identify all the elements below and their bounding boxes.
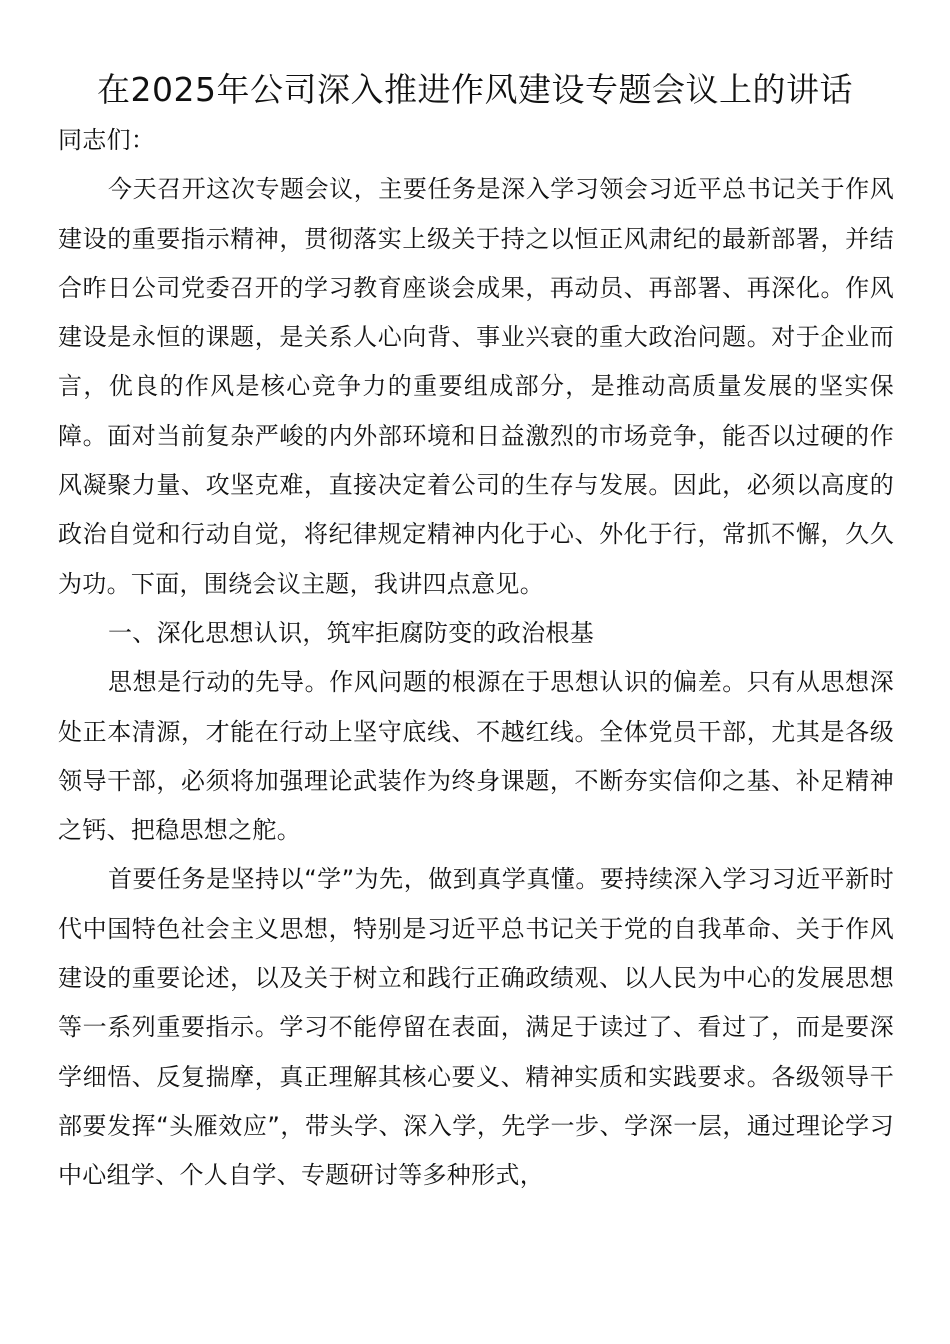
paragraph-intro: 今天召开这次专题会议，主要任务是深入学习领会习近平总书记关于作风建设的重要指示精神，贯彻落实上级关于持之以恒正风肃纪的最新部署，并结合昨日公司党委召开的学习教育座谈会成果，再动员、再部署、再深化。作风建设是永恒的课题，是关系人心向背、事业兴衰的重大政治问题。对于企业而言，优良的作风是核心竞争力的重要组成部分，是推动高质量发展的坚实保障。面对当前复杂严峻的内外部环境和日益激烈的市场竞争，能否以过硬的作风凝聚力量、攻坚克难，直接决定着公司的生存与发展。因此，必须以高度的政治自觉和行动自觉，将纪律规定精神内化于心、外化于行，常抓不懈，久久为功。下面，围绕会议主题，我讲四点意见。 <box>58 175 894 598</box>
document-body <box>58 116 894 1201</box>
paragraph-section1-intro: 思想是行动的先导。作风问题的根源在于思想认识的偏差。只有从思想深处正本清源，才能在行动上坚守底线、不越红线。全体党员干部，尤其是各级领导干部，必须将加强理论武装作为终身课题，不断夯实信仰之基、补足精神之钙、把稳思想之舵。 <box>58 668 894 845</box>
document-title: 在2025年公司深入推进作风建设专题会议上的讲话 <box>97 70 853 109</box>
salutation: 同志们： <box>58 126 156 154</box>
section-heading-1: 一、深化思想认识，筑牢拒腐防变的政治根基 <box>108 618 594 647</box>
paragraph-section1-study: 首要任务是坚持以“学”为先，做到真学真懂。要持续深入学习习近平新时代中国特色社会主义思想，特别是习近平总书记关于党的自我革命、关于作风建设的重要论述，以及关于树立和践行正确政绩观、以人民为中心的发展思想等一系列重要指示。学习不能停留在表面，满足于读过了、看过了，而是要深学细悟、反复揣摩，真正理解其核心要义、精神实质和实践要求。各级领导干部要发挥“头雁效应”，带头学、深入学，先学一步、学深一层，通过理论学习中心组学、个人自学、专题研讨等多种形式， <box>58 865 894 1190</box>
